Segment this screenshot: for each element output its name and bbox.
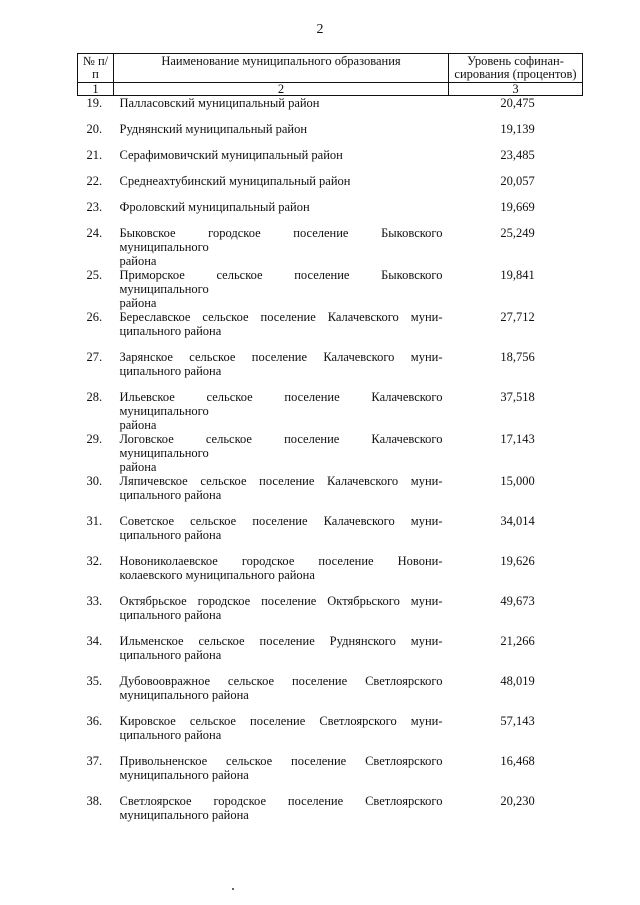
table-row	[78, 390, 583, 432]
municipality-name-line: Палласовский муниципальный район	[119, 96, 320, 110]
cofinancing-value: 20,230	[500, 794, 535, 808]
cofinancing-value: 23,485	[500, 148, 535, 162]
municipality-name	[114, 350, 449, 390]
row-number: 31.	[86, 514, 103, 528]
municipality-name-line: муниципального района	[119, 768, 249, 782]
municipality-name-line: ципального района	[119, 728, 222, 742]
municipality-name	[114, 122, 449, 148]
table-row	[78, 174, 583, 200]
municipality-name	[114, 148, 449, 174]
cofinancing-value: 19,841	[500, 268, 535, 282]
municipality-name-line: Дубовооврaжное сельское поселение Светлоярского	[119, 674, 443, 688]
municipality-name-line: Фроловский муниципальный район	[119, 200, 310, 214]
cofinancing-value: 19,626	[500, 554, 535, 568]
row-number: 33.	[86, 594, 103, 608]
row-number: 32.	[86, 554, 103, 568]
municipality-name-line: Кировское сельское поселение Светлоярского муни-	[119, 714, 443, 728]
row-number: 38.	[86, 794, 103, 808]
column-index: 3	[449, 83, 583, 96]
table-row	[78, 794, 583, 834]
row-number: 21.	[86, 148, 103, 162]
municipality-name-line: ципального района	[119, 488, 222, 502]
row-number: 36.	[86, 714, 103, 728]
cofinancing-value: 17,143	[500, 432, 535, 446]
row-number: 34.	[86, 634, 103, 648]
header-number: № п/п	[78, 54, 114, 83]
table-row	[78, 200, 583, 226]
column-index: 2	[114, 83, 449, 96]
municipality-name-line: Новониколаевское городское поселение Новони-	[119, 554, 443, 568]
municipality-name	[114, 674, 449, 714]
municipality-name	[114, 794, 449, 834]
header-municipality-name: Наименование муниципального образования	[114, 54, 449, 83]
municipality-name	[114, 390, 449, 432]
cofinancing-value: 19,139	[500, 122, 535, 136]
table-row	[78, 432, 583, 474]
municipality-name-line: Приморское сельское поселение Быковского муниципального	[119, 268, 443, 296]
cofinancing-value: 18,756	[500, 350, 535, 364]
municipality-name-line: Советское сельское поселение Калачевского муни-	[119, 514, 443, 528]
municipality-name	[114, 96, 449, 123]
table-header-row	[78, 54, 583, 83]
table-row	[78, 122, 583, 148]
municipality-name-line: района	[119, 460, 157, 474]
municipality-name	[114, 594, 449, 634]
municipality-name	[114, 226, 449, 268]
municipality-name-line: Логовское сельское поселение Калачевского муниципального	[119, 432, 443, 460]
table-index-row	[78, 83, 583, 96]
municipality-name-line: ципального района	[119, 324, 222, 338]
table-row	[78, 674, 583, 714]
municipality-name-line: муниципального района	[119, 808, 249, 822]
cofinancing-value: 20,475	[500, 96, 535, 110]
municipality-name-line: района	[119, 296, 157, 310]
municipality-name-line: Руднянский муниципальный район	[119, 122, 308, 136]
municipality-name-line: ципального района	[119, 648, 222, 662]
row-number: 20.	[86, 122, 103, 136]
table-row	[78, 310, 583, 350]
cofinancing-value: 20,057	[500, 174, 535, 188]
cofinancing-value: 27,712	[500, 310, 535, 324]
municipality-name-line: Октябрьское городское поселение Октябрьского муни-	[119, 594, 443, 608]
table-row	[78, 148, 583, 174]
table-row	[78, 350, 583, 390]
table-row	[78, 634, 583, 674]
row-number: 28.	[86, 390, 103, 404]
municipality-name-line: района	[119, 254, 157, 268]
cofinancing-value: 21,266	[500, 634, 535, 648]
row-number: 30.	[86, 474, 103, 488]
row-number: 19.	[86, 96, 103, 110]
municipality-name	[114, 754, 449, 794]
cofinancing-value: 49,673	[500, 594, 535, 608]
page-number: 2	[316, 22, 324, 37]
municipality-name	[114, 174, 449, 200]
table-row	[78, 226, 583, 268]
municipality-name-line: Зарянское сельское поселение Калачевского муни-	[119, 350, 443, 364]
cofinancing-value: 57,143	[500, 714, 535, 728]
cofinancing-value: 16,468	[500, 754, 535, 768]
cofinancing-value: 34,014	[500, 514, 535, 528]
row-number: 27.	[86, 350, 103, 364]
table-row	[78, 714, 583, 754]
municipality-name	[114, 200, 449, 226]
scan-dot	[232, 888, 234, 890]
municipality-name-line: Светлоярское городское поселение Светлоярского	[119, 794, 443, 808]
municipality-name-line: Серафимовичский муниципальный район	[119, 148, 343, 162]
column-index: 1	[78, 83, 114, 96]
municipality-name-line: ципального района	[119, 528, 222, 542]
municipality-name-line: муниципального района	[119, 688, 249, 702]
municipality-name	[114, 514, 449, 554]
municipality-name	[114, 714, 449, 754]
municipality-name-line: Среднеахтубинский муниципальный район	[119, 174, 351, 188]
cofinancing-value: 19,669	[500, 200, 535, 214]
row-number: 24.	[86, 226, 103, 240]
row-number: 22.	[86, 174, 103, 188]
row-number: 35.	[86, 674, 103, 688]
municipality-name-line: колаевского муниципального района	[119, 568, 315, 582]
row-number: 37.	[86, 754, 103, 768]
table-row	[78, 514, 583, 554]
municipality-name	[114, 554, 449, 594]
row-number: 26.	[86, 310, 103, 324]
cofinancing-value: 37,518	[500, 390, 535, 404]
header-cofinancing-level: Уровень софинан-сирования (процентов)	[449, 54, 583, 83]
row-number: 25.	[86, 268, 103, 282]
row-number: 23.	[86, 200, 103, 214]
municipality-name-line: Ильевское сельское поселение Калачевского муниципального	[119, 390, 443, 418]
table-row	[78, 474, 583, 514]
cofinancing-value: 25,249	[500, 226, 535, 240]
municipality-name-line: Ильменское сельское поселение Руднянского муни-	[119, 634, 443, 648]
municipality-name-line: Береславское сельское поселение Калачевского муни-	[119, 310, 443, 324]
municipality-name-line: Ляпичевское сельское поселение Калачевского муни-	[119, 474, 443, 488]
row-number: 29.	[86, 432, 103, 446]
municipality-name-line: ципального района	[119, 364, 222, 378]
municipality-name	[114, 268, 449, 310]
table-row	[78, 754, 583, 794]
municipality-name	[114, 634, 449, 674]
municipality-name	[114, 432, 449, 474]
municipality-name-line: Быковское городское поселение Быковского муниципального	[119, 226, 443, 254]
cofinancing-value: 48,019	[500, 674, 535, 688]
table-body	[78, 96, 583, 835]
municipality-name-line: ципального района	[119, 608, 222, 622]
table-row	[78, 268, 583, 310]
table-row	[78, 554, 583, 594]
table-row	[78, 594, 583, 634]
cofinancing-value: 15,000	[500, 474, 535, 488]
municipality-name	[114, 310, 449, 350]
municipality-name	[114, 474, 449, 514]
table-row	[78, 96, 583, 123]
cofinancing-table	[77, 53, 583, 834]
municipality-name-line: района	[119, 418, 157, 432]
municipality-name-line: Привольненское сельское поселение Светлоярского	[119, 754, 443, 768]
